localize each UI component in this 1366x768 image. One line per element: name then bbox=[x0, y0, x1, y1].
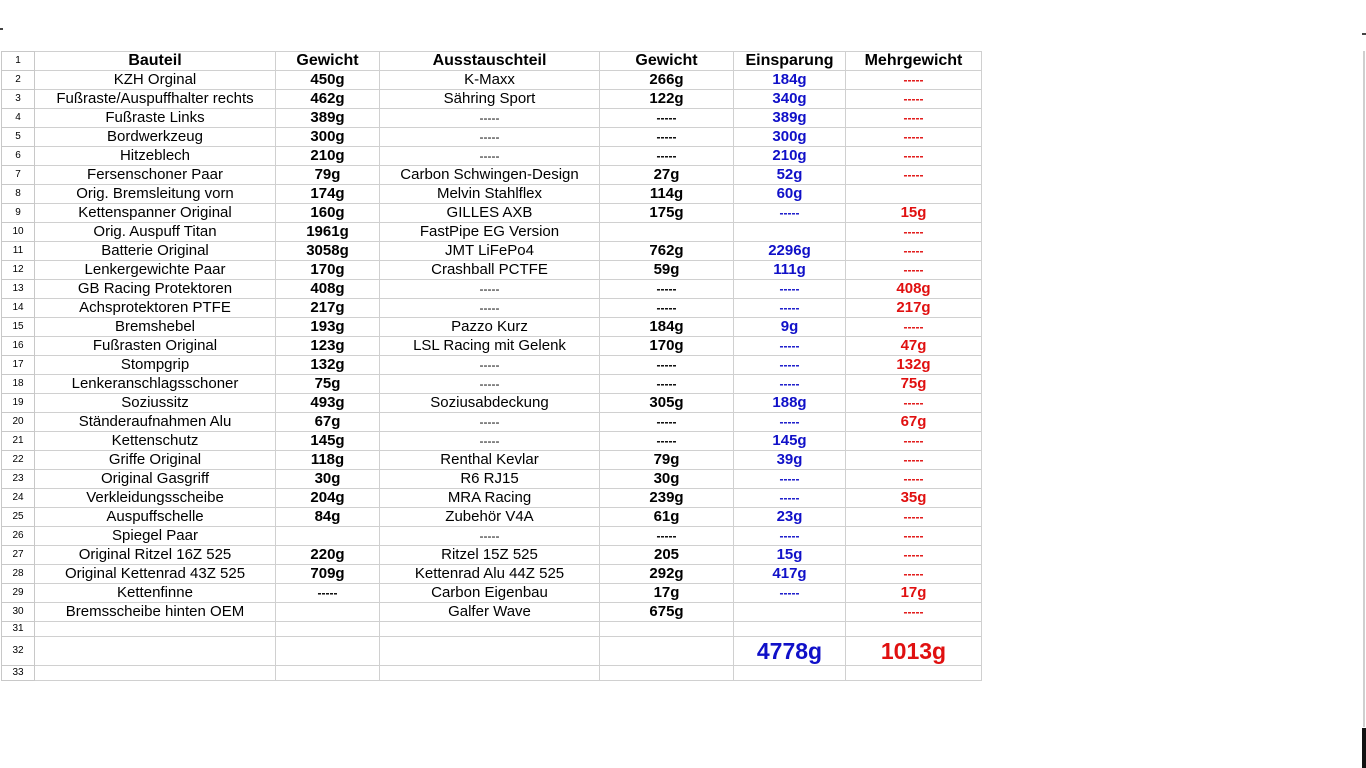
table-row bbox=[2, 489, 982, 508]
table-row bbox=[2, 451, 982, 470]
cell-gewicht[interactable]: 204g bbox=[276, 489, 380, 508]
total-mehrgewicht[interactable]: 1013g bbox=[846, 637, 982, 666]
cell-gewicht[interactable]: 79g bbox=[276, 166, 380, 185]
table-row bbox=[2, 413, 982, 432]
row-number[interactable]: 10 bbox=[2, 223, 35, 242]
table-row bbox=[2, 470, 982, 489]
cell-gewicht-2[interactable]: 239g bbox=[600, 489, 734, 508]
cell-einsparung[interactable]: 60g bbox=[734, 185, 846, 204]
vertical-scrollbar[interactable] bbox=[1363, 51, 1365, 727]
cell-bauteil[interactable]: Lenkergewichte Paar bbox=[35, 261, 276, 280]
cell-ausstauschteil[interactable]: ----- bbox=[380, 375, 600, 394]
totals-row bbox=[2, 637, 982, 666]
cell-gewicht-2[interactable]: ----- bbox=[600, 280, 734, 299]
cell-gewicht[interactable]: 67g bbox=[276, 413, 380, 432]
cell-bauteil[interactable]: KZH Orginal bbox=[35, 71, 276, 90]
cell-bauteil[interactable]: Auspuffschelle bbox=[35, 508, 276, 527]
table-row bbox=[2, 280, 982, 299]
scrollbar-thumb[interactable] bbox=[1362, 728, 1366, 768]
cell-mehrgewicht[interactable]: ----- bbox=[846, 565, 982, 584]
cell-einsparung[interactable]: 210g bbox=[734, 147, 846, 166]
cell-mehrgewicht[interactable]: 67g bbox=[846, 413, 982, 432]
cell-bauteil[interactable]: Hitzeblech bbox=[35, 147, 276, 166]
cell-bauteil[interactable]: Achsprotektoren PTFE bbox=[35, 299, 276, 318]
header-bauteil[interactable]: Bauteil bbox=[35, 52, 276, 71]
cell-einsparung[interactable]: ----- bbox=[734, 280, 846, 299]
table-row bbox=[2, 394, 982, 413]
table-row bbox=[2, 147, 982, 166]
cell-gewicht-2[interactable]: ----- bbox=[600, 356, 734, 375]
cell-mehrgewicht[interactable]: ----- bbox=[846, 451, 982, 470]
cell-bauteil[interactable]: Original Kettenrad 43Z 525 bbox=[35, 565, 276, 584]
cell-mehrgewicht[interactable]: ----- bbox=[846, 394, 982, 413]
cell-mehrgewicht[interactable]: 75g bbox=[846, 375, 982, 394]
cell-bauteil[interactable]: Verkleidungsscheibe bbox=[35, 489, 276, 508]
cell-mehrgewicht[interactable]: 15g bbox=[846, 204, 982, 223]
cell-einsparung[interactable]: 23g bbox=[734, 508, 846, 527]
cell-mehrgewicht[interactable]: 132g bbox=[846, 356, 982, 375]
cell-mehrgewicht[interactable]: ----- bbox=[846, 261, 982, 280]
header-einsparung[interactable]: Einsparung bbox=[734, 52, 846, 71]
cell-bauteil[interactable]: Fußraste/Auspuffhalter rechts bbox=[35, 90, 276, 109]
empty-cell[interactable] bbox=[380, 666, 600, 681]
row-number[interactable]: 20 bbox=[2, 413, 35, 432]
cell-mehrgewicht[interactable]: ----- bbox=[846, 470, 982, 489]
table-row bbox=[2, 432, 982, 451]
cell-mehrgewicht[interactable]: 17g bbox=[846, 584, 982, 603]
cell-gewicht-2[interactable]: 675g bbox=[600, 603, 734, 622]
row-number[interactable]: 7 bbox=[2, 166, 35, 185]
cell-bauteil[interactable]: Lenkeranschlagsschoner bbox=[35, 375, 276, 394]
row-number[interactable]: 5 bbox=[2, 128, 35, 147]
row-number[interactable]: 26 bbox=[2, 527, 35, 546]
table-row bbox=[2, 128, 982, 147]
row-number[interactable]: 25 bbox=[2, 508, 35, 527]
row-number[interactable]: 3 bbox=[2, 90, 35, 109]
cell-gewicht-2[interactable]: 762g bbox=[600, 242, 734, 261]
row-number[interactable]: 14 bbox=[2, 299, 35, 318]
window-edge-mark bbox=[1362, 33, 1366, 35]
table-body bbox=[2, 52, 982, 681]
cell-mehrgewicht[interactable]: ----- bbox=[846, 223, 982, 242]
row-number[interactable]: 8 bbox=[2, 185, 35, 204]
cell-ausstauschteil[interactable]: GILLES AXB bbox=[380, 204, 600, 223]
cell-ausstauschteil[interactable]: Renthal Kevlar bbox=[380, 451, 600, 470]
cell-gewicht[interactable]: 123g bbox=[276, 337, 380, 356]
cell-gewicht-2[interactable]: 175g bbox=[600, 204, 734, 223]
cell-bauteil[interactable]: GB Racing Protektoren bbox=[35, 280, 276, 299]
cell-mehrgewicht[interactable]: ----- bbox=[846, 432, 982, 451]
row-number[interactable]: 19 bbox=[2, 394, 35, 413]
cell-ausstauschteil[interactable]: JMT LiFePo4 bbox=[380, 242, 600, 261]
table-row bbox=[2, 375, 982, 394]
total-einsparung[interactable]: 4778g bbox=[734, 637, 846, 666]
row-number[interactable]: 12 bbox=[2, 261, 35, 280]
cell-gewicht[interactable]: 30g bbox=[276, 470, 380, 489]
cell-bauteil[interactable]: Soziussitz bbox=[35, 394, 276, 413]
spreadsheet bbox=[1, 51, 982, 681]
cell-mehrgewicht[interactable]: 408g bbox=[846, 280, 982, 299]
cell-einsparung[interactable]: 145g bbox=[734, 432, 846, 451]
empty-cell[interactable] bbox=[276, 637, 380, 666]
cell-ausstauschteil[interactable]: Pazzo Kurz bbox=[380, 318, 600, 337]
cell-mehrgewicht[interactable]: 217g bbox=[846, 299, 982, 318]
table-row bbox=[2, 337, 982, 356]
table-row bbox=[2, 261, 982, 280]
cell-ausstauschteil[interactable]: ----- bbox=[380, 299, 600, 318]
cell-gewicht-2[interactable]: 170g bbox=[600, 337, 734, 356]
header-mehrgewicht[interactable]: Mehrgewicht bbox=[846, 52, 982, 71]
cell-mehrgewicht[interactable]: ----- bbox=[846, 242, 982, 261]
cell-gewicht[interactable]: 75g bbox=[276, 375, 380, 394]
row-number[interactable]: 21 bbox=[2, 432, 35, 451]
cell-gewicht[interactable] bbox=[276, 603, 380, 622]
cell-gewicht-2[interactable]: 305g bbox=[600, 394, 734, 413]
cell-gewicht[interactable]: 193g bbox=[276, 318, 380, 337]
cell-ausstauschteil[interactable]: Carbon Eigenbau bbox=[380, 584, 600, 603]
table-row bbox=[2, 527, 982, 546]
row-number[interactable]: 29 bbox=[2, 584, 35, 603]
cell-ausstauschteil[interactable]: FastPipe EG Version bbox=[380, 223, 600, 242]
cell-einsparung[interactable]: 2296g bbox=[734, 242, 846, 261]
cell-gewicht[interactable]: 3058g bbox=[276, 242, 380, 261]
empty-cell[interactable] bbox=[734, 666, 846, 681]
cell-ausstauschteil[interactable]: ----- bbox=[380, 128, 600, 147]
table-row bbox=[2, 299, 982, 318]
cell-gewicht[interactable]: 118g bbox=[276, 451, 380, 470]
table-row bbox=[2, 109, 982, 128]
table-row bbox=[2, 546, 982, 565]
cell-einsparung[interactable]: ----- bbox=[734, 413, 846, 432]
cell-gewicht[interactable]: 84g bbox=[276, 508, 380, 527]
cell-gewicht-2[interactable]: ----- bbox=[600, 299, 734, 318]
cell-mehrgewicht[interactable]: ----- bbox=[846, 318, 982, 337]
cell-gewicht-2[interactable]: 59g bbox=[600, 261, 734, 280]
row-number[interactable]: 6 bbox=[2, 147, 35, 166]
table-row bbox=[2, 565, 982, 584]
empty-cell[interactable] bbox=[600, 622, 734, 637]
table-row bbox=[2, 223, 982, 242]
cell-ausstauschteil[interactable]: Crashball PCTFE bbox=[380, 261, 600, 280]
cell-einsparung[interactable]: ----- bbox=[734, 299, 846, 318]
cell-ausstauschteil[interactable]: ----- bbox=[380, 109, 600, 128]
cell-mehrgewicht[interactable]: ----- bbox=[846, 71, 982, 90]
cell-gewicht[interactable]: 408g bbox=[276, 280, 380, 299]
cell-gewicht[interactable]: ----- bbox=[276, 584, 380, 603]
table-row bbox=[2, 90, 982, 109]
cell-bauteil[interactable]: Griffe Original bbox=[35, 451, 276, 470]
cell-gewicht-2[interactable]: 17g bbox=[600, 584, 734, 603]
cell-bauteil[interactable]: Original Gasgriff bbox=[35, 470, 276, 489]
cell-gewicht[interactable]: 210g bbox=[276, 147, 380, 166]
table-row bbox=[2, 204, 982, 223]
cell-gewicht-2[interactable]: ----- bbox=[600, 109, 734, 128]
cell-mehrgewicht[interactable]: ----- bbox=[846, 603, 982, 622]
cell-ausstauschteil[interactable]: ----- bbox=[380, 280, 600, 299]
cell-ausstauschteil[interactable]: ----- bbox=[380, 147, 600, 166]
table-row bbox=[2, 584, 982, 603]
cell-bauteil[interactable]: Fersenschoner Paar bbox=[35, 166, 276, 185]
cell-gewicht[interactable]: 389g bbox=[276, 109, 380, 128]
table-row bbox=[2, 622, 982, 637]
cell-bauteil[interactable]: Orig. Auspuff Titan bbox=[35, 223, 276, 242]
cell-gewicht-2[interactable]: 205 bbox=[600, 546, 734, 565]
cell-ausstauschteil[interactable]: Zubehör V4A bbox=[380, 508, 600, 527]
cell-gewicht-2[interactable]: ----- bbox=[600, 413, 734, 432]
cell-mehrgewicht[interactable]: 47g bbox=[846, 337, 982, 356]
cell-gewicht[interactable]: 132g bbox=[276, 356, 380, 375]
empty-cell[interactable] bbox=[276, 622, 380, 637]
cell-einsparung[interactable]: 389g bbox=[734, 109, 846, 128]
cell-gewicht-2[interactable]: 61g bbox=[600, 508, 734, 527]
header-row bbox=[2, 52, 982, 71]
empty-cell[interactable] bbox=[380, 637, 600, 666]
cell-gewicht[interactable]: 462g bbox=[276, 90, 380, 109]
cell-mehrgewicht[interactable]: ----- bbox=[846, 166, 982, 185]
empty-cell[interactable] bbox=[35, 637, 276, 666]
cell-gewicht-2[interactable]: ----- bbox=[600, 375, 734, 394]
cell-bauteil[interactable]: Bremshebel bbox=[35, 318, 276, 337]
cell-einsparung[interactable]: 15g bbox=[734, 546, 846, 565]
empty-cell[interactable] bbox=[276, 666, 380, 681]
cell-gewicht[interactable]: 160g bbox=[276, 204, 380, 223]
cell-gewicht[interactable]: 145g bbox=[276, 432, 380, 451]
cell-gewicht[interactable]: 450g bbox=[276, 71, 380, 90]
cell-einsparung[interactable]: ----- bbox=[734, 337, 846, 356]
cell-mehrgewicht[interactable] bbox=[846, 185, 982, 204]
cell-bauteil[interactable]: Fußrasten Original bbox=[35, 337, 276, 356]
row-number[interactable]: 2 bbox=[2, 71, 35, 90]
cell-gewicht-2[interactable]: 79g bbox=[600, 451, 734, 470]
cell-gewicht[interactable]: 300g bbox=[276, 128, 380, 147]
cell-einsparung[interactable]: ----- bbox=[734, 356, 846, 375]
empty-cell[interactable] bbox=[35, 666, 276, 681]
empty-cell[interactable] bbox=[35, 622, 276, 637]
cell-bauteil[interactable]: Kettenschutz bbox=[35, 432, 276, 451]
cell-einsparung[interactable]: ----- bbox=[734, 375, 846, 394]
row-number[interactable]: 15 bbox=[2, 318, 35, 337]
row-number[interactable]: 22 bbox=[2, 451, 35, 470]
table-row bbox=[2, 185, 982, 204]
cell-einsparung[interactable]: 188g bbox=[734, 394, 846, 413]
header-ausstauschteil[interactable]: Ausstauschteil bbox=[380, 52, 600, 71]
cell-gewicht-2[interactable]: ----- bbox=[600, 432, 734, 451]
cell-gewicht[interactable]: 220g bbox=[276, 546, 380, 565]
corner-mark bbox=[0, 28, 3, 30]
cell-bauteil[interactable]: Fußraste Links bbox=[35, 109, 276, 128]
cell-einsparung[interactable]: 111g bbox=[734, 261, 846, 280]
cell-gewicht-2[interactable]: 292g bbox=[600, 565, 734, 584]
cell-einsparung[interactable]: 52g bbox=[734, 166, 846, 185]
row-number[interactable]: 17 bbox=[2, 356, 35, 375]
row-number[interactable]: 33 bbox=[2, 666, 35, 681]
table-row bbox=[2, 508, 982, 527]
cell-gewicht[interactable]: 1961g bbox=[276, 223, 380, 242]
cell-mehrgewicht[interactable]: ----- bbox=[846, 508, 982, 527]
cell-mehrgewicht[interactable]: ----- bbox=[846, 128, 982, 147]
cell-bauteil[interactable]: Original Ritzel 16Z 525 bbox=[35, 546, 276, 565]
cell-einsparung[interactable]: 417g bbox=[734, 565, 846, 584]
empty-cell[interactable] bbox=[846, 622, 982, 637]
cell-ausstauschteil[interactable]: R6 RJ15 bbox=[380, 470, 600, 489]
cell-bauteil[interactable]: Ständeraufnahmen Alu bbox=[35, 413, 276, 432]
table-row bbox=[2, 242, 982, 261]
row-number[interactable]: 28 bbox=[2, 565, 35, 584]
table-row bbox=[2, 166, 982, 185]
cell-ausstauschteil[interactable]: K-Maxx bbox=[380, 71, 600, 90]
cell-einsparung[interactable] bbox=[734, 603, 846, 622]
cell-gewicht-2[interactable]: 266g bbox=[600, 71, 734, 90]
cell-mehrgewicht[interactable]: ----- bbox=[846, 527, 982, 546]
cell-gewicht-2[interactable]: ----- bbox=[600, 527, 734, 546]
cell-gewicht-2[interactable]: 30g bbox=[600, 470, 734, 489]
cell-ausstauschteil[interactable]: Soziusabdeckung bbox=[380, 394, 600, 413]
cell-einsparung[interactable]: ----- bbox=[734, 527, 846, 546]
row-number[interactable]: 32 bbox=[2, 637, 35, 666]
row-number[interactable]: 31 bbox=[2, 622, 35, 637]
empty-cell[interactable] bbox=[380, 622, 600, 637]
cell-einsparung[interactable]: 300g bbox=[734, 128, 846, 147]
row-number[interactable]: 4 bbox=[2, 109, 35, 128]
row-number[interactable]: 18 bbox=[2, 375, 35, 394]
cell-bauteil[interactable]: Orig. Bremsleitung vorn bbox=[35, 185, 276, 204]
table-row bbox=[2, 356, 982, 375]
cell-bauteil[interactable]: Bordwerkzeug bbox=[35, 128, 276, 147]
cell-mehrgewicht[interactable]: 35g bbox=[846, 489, 982, 508]
row-number[interactable]: 30 bbox=[2, 603, 35, 622]
header-gewicht-2[interactable]: Gewicht bbox=[600, 52, 734, 71]
row-number[interactable]: 11 bbox=[2, 242, 35, 261]
empty-cell[interactable] bbox=[734, 622, 846, 637]
cell-gewicht-2[interactable]: ----- bbox=[600, 147, 734, 166]
cell-ausstauschteil[interactable]: Kettenrad Alu 44Z 525 bbox=[380, 565, 600, 584]
row-number[interactable]: 16 bbox=[2, 337, 35, 356]
cell-bauteil[interactable]: Bremsscheibe hinten OEM bbox=[35, 603, 276, 622]
row-number[interactable]: 9 bbox=[2, 204, 35, 223]
empty-cell[interactable] bbox=[846, 666, 982, 681]
row-number[interactable]: 23 bbox=[2, 470, 35, 489]
cell-einsparung[interactable]: ----- bbox=[734, 584, 846, 603]
row-number[interactable]: 27 bbox=[2, 546, 35, 565]
cell-ausstauschteil[interactable]: ----- bbox=[380, 413, 600, 432]
cell-ausstauschteil[interactable]: LSL Racing mit Gelenk bbox=[380, 337, 600, 356]
table-row bbox=[2, 666, 982, 681]
cell-einsparung[interactable]: 340g bbox=[734, 90, 846, 109]
table-row bbox=[2, 603, 982, 622]
cell-mehrgewicht[interactable]: ----- bbox=[846, 147, 982, 166]
cell-ausstauschteil[interactable]: MRA Racing bbox=[380, 489, 600, 508]
cell-mehrgewicht[interactable]: ----- bbox=[846, 90, 982, 109]
table-row bbox=[2, 318, 982, 337]
table-row bbox=[2, 71, 982, 90]
cell-einsparung[interactable]: 9g bbox=[734, 318, 846, 337]
row-number[interactable]: 13 bbox=[2, 280, 35, 299]
cell-gewicht[interactable]: 174g bbox=[276, 185, 380, 204]
cell-mehrgewicht[interactable]: ----- bbox=[846, 109, 982, 128]
row-number[interactable]: 24 bbox=[2, 489, 35, 508]
cell-ausstauschteil[interactable]: ----- bbox=[380, 356, 600, 375]
cell-einsparung[interactable]: ----- bbox=[734, 489, 846, 508]
cell-bauteil[interactable]: Kettenfinne bbox=[35, 584, 276, 603]
row-number[interactable]: 1 bbox=[2, 52, 35, 71]
cell-bauteil[interactable]: Batterie Original bbox=[35, 242, 276, 261]
cell-bauteil[interactable]: Kettenspanner Original bbox=[35, 204, 276, 223]
cell-gewicht[interactable]: 217g bbox=[276, 299, 380, 318]
cell-einsparung[interactable]: 39g bbox=[734, 451, 846, 470]
cell-gewicht[interactable]: 709g bbox=[276, 565, 380, 584]
cell-einsparung[interactable]: 184g bbox=[734, 71, 846, 90]
cell-gewicht-2[interactable]: ----- bbox=[600, 128, 734, 147]
cell-gewicht-2[interactable]: 184g bbox=[600, 318, 734, 337]
cell-ausstauschteil[interactable]: ----- bbox=[380, 432, 600, 451]
cell-einsparung[interactable]: ----- bbox=[734, 470, 846, 489]
cell-gewicht[interactable]: 493g bbox=[276, 394, 380, 413]
cell-bauteil[interactable]: Spiegel Paar bbox=[35, 527, 276, 546]
cell-ausstauschteil[interactable]: Ritzel 15Z 525 bbox=[380, 546, 600, 565]
cell-ausstauschteil[interactable]: ----- bbox=[380, 527, 600, 546]
cell-einsparung[interactable]: ----- bbox=[734, 204, 846, 223]
cell-gewicht[interactable] bbox=[276, 527, 380, 546]
cell-einsparung[interactable] bbox=[734, 223, 846, 242]
weight-table bbox=[1, 51, 982, 681]
cell-gewicht-2[interactable] bbox=[600, 223, 734, 242]
cell-gewicht-2[interactable]: 122g bbox=[600, 90, 734, 109]
cell-mehrgewicht[interactable]: ----- bbox=[846, 546, 982, 565]
cell-ausstauschteil[interactable]: Melvin Stahlflex bbox=[380, 185, 600, 204]
cell-bauteil[interactable]: Stompgrip bbox=[35, 356, 276, 375]
cell-ausstauschteil[interactable]: Sähring Sport bbox=[380, 90, 600, 109]
cell-gewicht-2[interactable]: 27g bbox=[600, 166, 734, 185]
cell-gewicht-2[interactable]: 114g bbox=[600, 185, 734, 204]
empty-cell[interactable] bbox=[600, 637, 734, 666]
cell-ausstauschteil[interactable]: Carbon Schwingen-Design bbox=[380, 166, 600, 185]
empty-cell[interactable] bbox=[600, 666, 734, 681]
cell-gewicht[interactable]: 170g bbox=[276, 261, 380, 280]
cell-ausstauschteil[interactable]: Galfer Wave bbox=[380, 603, 600, 622]
header-gewicht[interactable]: Gewicht bbox=[276, 52, 380, 71]
